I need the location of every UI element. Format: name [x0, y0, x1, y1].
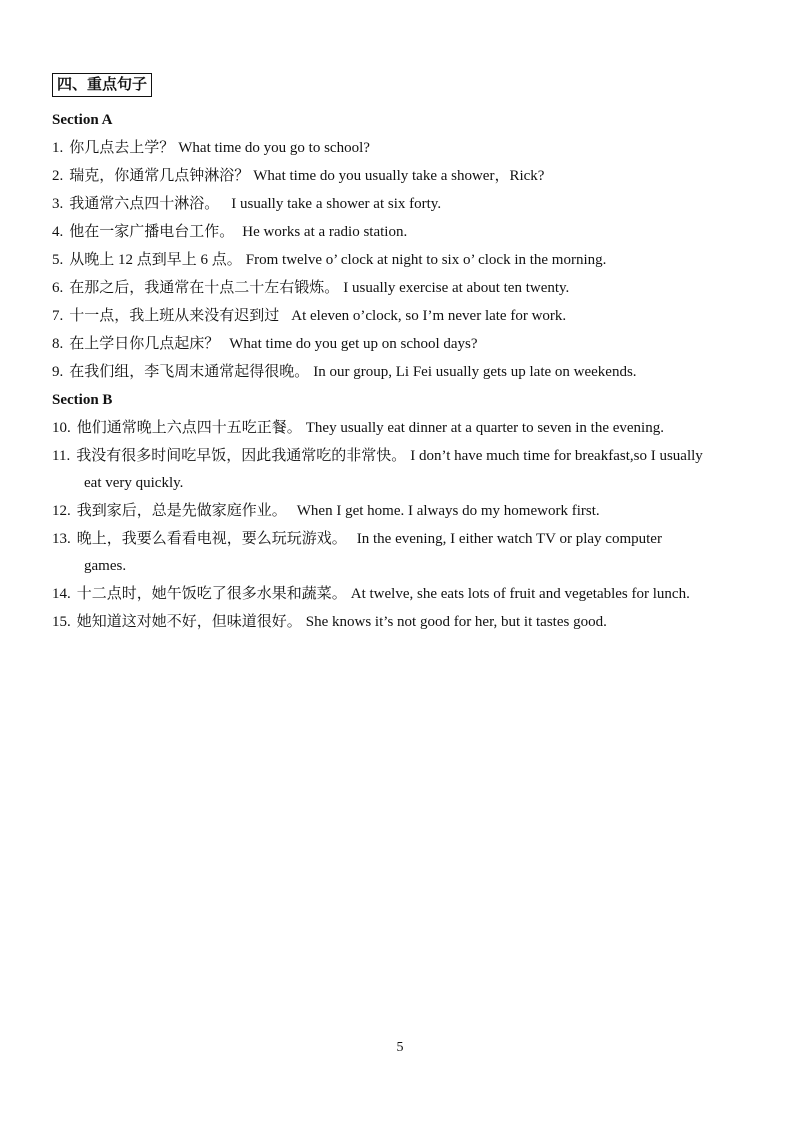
english-sentence: When I get home. I always do my homework first.: [296, 503, 600, 519]
chinese-sentence: 从晚上 12 点到早上 6 点。: [69, 252, 242, 268]
item-number: 15.: [52, 614, 71, 630]
english-sentence: They usually eat dinner at a quarter to seven in the evening.: [305, 420, 664, 436]
chinese-sentence: 我没有很多时间吃早饭，因此我通常吃的非常快。: [76, 448, 407, 464]
english-sentence: She knows it’s not good for her, but it tastes good.: [305, 614, 607, 630]
sentence-item: [52, 418, 664, 438]
english-sentence: At eleven o’clock, so I’m never late for work.: [291, 308, 567, 324]
english-sentence: From twelve o’ clock at night to six o’ clock in the morning.: [245, 252, 607, 268]
sentence-item: [52, 501, 600, 521]
sentence-item: [52, 334, 478, 354]
english-sentence: I usually exercise at about ten twenty.: [343, 280, 570, 296]
section-b-title: Section B: [52, 392, 113, 408]
item-number: 14.: [52, 586, 71, 602]
english-sentence: I don’t have much time for breakfast,so I usually: [410, 448, 703, 464]
sentence-item: [52, 278, 569, 298]
chinese-sentence: 在那之后，我通常在十点二十左右锻炼。: [69, 280, 340, 296]
item-number: 9.: [52, 364, 64, 380]
sentence-item: [52, 138, 370, 158]
item-number: 7.: [52, 308, 64, 324]
chinese-sentence: 瑞克，你通常几点钟淋浴？: [69, 168, 250, 184]
chinese-sentence: 我通常六点四十淋浴。: [69, 196, 220, 212]
item-number: 11.: [52, 448, 71, 464]
sentence-continuation: eat very quickly.: [84, 475, 184, 491]
chinese-sentence: 十一点，我上班从来没有迟到过: [69, 308, 280, 324]
english-sentence: What time do you go to school?: [178, 140, 370, 156]
chinese-sentence: 晚上，我要么看看电视，要么玩玩游戏。: [76, 531, 347, 547]
item-number: 2.: [52, 168, 64, 184]
sentence-item: [52, 362, 637, 382]
sentence-continuation: games.: [84, 558, 127, 574]
chinese-sentence: 他在一家广播电台工作。: [69, 224, 235, 240]
chinese-sentence: 他们通常晚上六点四十五吃正餐。: [76, 420, 302, 436]
sentence-item: [52, 529, 662, 549]
english-sentence: What time do you usually take a shower，Rick?: [253, 168, 545, 184]
english-sentence: What time do you get up on school days?: [229, 336, 478, 352]
sentence-item: [52, 166, 544, 186]
section-a-title: Section A: [52, 112, 113, 128]
item-number: 13.: [52, 531, 71, 547]
english-sentence: He works at a radio station.: [242, 224, 408, 240]
sentence-item: [52, 306, 566, 326]
english-sentence: In our group, Li Fei usually gets up late on weekends.: [313, 364, 637, 380]
chinese-sentence: 十二点时，她午饭吃了很多水果和蔬菜。: [76, 586, 347, 602]
english-sentence: I usually take a shower at six forty.: [231, 196, 442, 212]
sentence-item: [52, 222, 407, 242]
item-number: 6.: [52, 280, 64, 296]
item-number: 3.: [52, 196, 64, 212]
page-number: 5: [396, 1040, 404, 1055]
sentence-item: [52, 584, 690, 604]
item-number: 12.: [52, 503, 71, 519]
chinese-sentence: 在我们组，李飞周末通常起得很晚。: [69, 364, 310, 380]
english-sentence: In the evening, I either watch TV or play computer: [356, 531, 662, 547]
chinese-sentence: 我到家后，总是先做家庭作业。: [76, 503, 287, 519]
sentence-item: [52, 194, 441, 214]
item-number: 8.: [52, 336, 64, 352]
key-sentences-heading: 四、重点句子: [52, 73, 152, 97]
sentence-item: [52, 446, 703, 466]
chinese-sentence: 她知道这对她不好，但味道很好。: [76, 614, 302, 630]
item-number: 4.: [52, 224, 64, 240]
chinese-sentence: 你几点去上学？: [69, 140, 175, 156]
item-number: 1.: [52, 140, 64, 156]
item-number: 10.: [52, 420, 71, 436]
english-sentence: At twelve, she eats lots of fruit and vegetables for lunch.: [350, 586, 690, 602]
sentence-item: [52, 250, 606, 270]
chinese-sentence: 在上学日你几点起床？: [69, 336, 220, 352]
sentence-item: [52, 612, 607, 632]
item-number: 5.: [52, 252, 64, 268]
